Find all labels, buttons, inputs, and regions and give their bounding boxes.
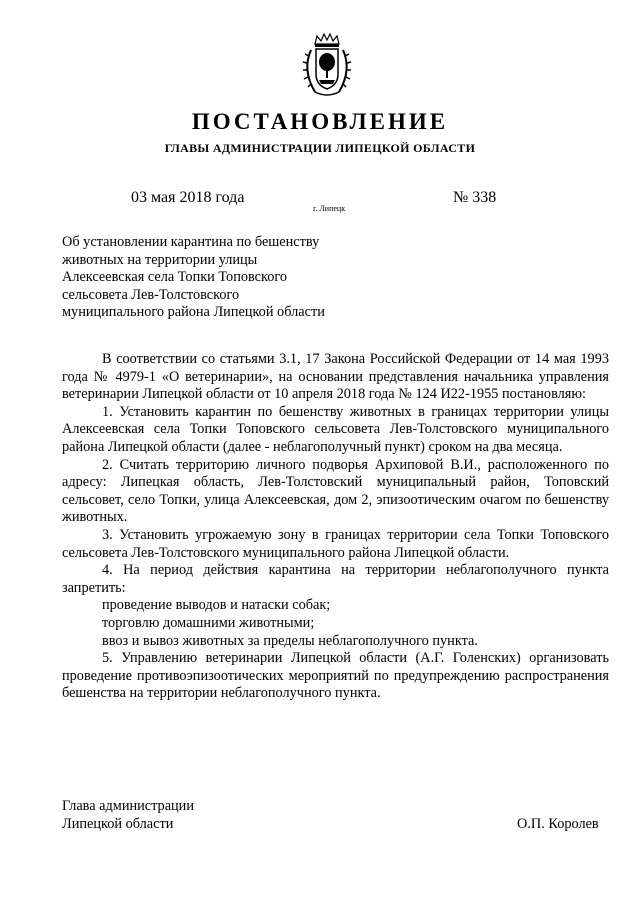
document-body xyxy=(62,351,609,703)
document-title: ПОСТАНОВЛЕНИЕ xyxy=(191,109,449,134)
document-subject xyxy=(62,234,382,322)
preamble-paragraph: В соответствии со статьями 3.1, 17 Закона Российской Федерации от 14 мая 1993 года № 4979-1 «О ветеринарии», на основании представления начальника управления ветеринарии Липецкой области от 10 апреля 2018 года № 124 И22-1955 постановляю: xyxy=(62,351,609,403)
signature-position-line: Липецкой области xyxy=(62,815,174,832)
lipetsk-coat-of-arms-icon xyxy=(297,30,357,100)
document-subtitle: ГЛАВЫ АДМИНИСТРАЦИИ ЛИПЕЦКОЙ ОБЛАСТИ xyxy=(164,141,476,155)
clause-1: 1. Установить карантин по бешенству животных в границах территории улицы Алексеевская села Топки Топовского сельсовета Лев-Толстовского муниципального района Липецкой области (далее - неблагополучный пункт) сроком на два месяца. xyxy=(62,403,609,455)
subject-line: Об установлении карантина по бешенству xyxy=(62,234,320,250)
document-city: г. Липецк xyxy=(313,204,346,213)
subject-line: Алексеевская села Топки Топовского xyxy=(62,269,288,285)
prohibition-item: ввоз и вывоз животных за пределы неблагополучного пункта. xyxy=(102,632,478,649)
clause-3: 3. Установить угрожаемую зону в границах территории села Топки Топовского сельсовета Лев-Толстовского муниципального района Липецкой области. xyxy=(62,526,609,561)
clause-2: 2. Считать территорию личного подворья Архиповой В.И., расположенного по адресу: Липецкая область, Лев-Толстовский муниципальный район, Топовский сельсовет, село Топки, улица Алексеевская, дом 2, эпизоотическим очагом по бешенству животных. xyxy=(62,456,609,526)
document-number: № 338 xyxy=(453,189,497,206)
signature-position-line: Глава администрации xyxy=(62,798,194,814)
signature-position xyxy=(62,798,194,833)
subject-line: муниципального района Липецкой области xyxy=(62,304,325,320)
clause-5: 5. Управлению ветеринарии Липецкой области (А.Г. Голенских) организовать проведение противоэпизоотических мероприятий по предупреждению распространения бешенства на территории неблагополучного пункта. xyxy=(62,650,609,702)
signer-name: О.П. Королев xyxy=(517,816,599,832)
clause-4: 4. На период действия карантина на территории неблагополучного пункта запретить: xyxy=(62,562,609,596)
prohibition-item: торговлю домашними животными; xyxy=(102,614,315,631)
prohibition-item: проведение выводов и натаски собак; xyxy=(102,597,331,614)
subject-line: сельсовета Лев-Толстовского xyxy=(62,286,240,303)
subject-line: животных на территории улицы xyxy=(62,251,258,268)
document-date: 03 мая 2018 года xyxy=(131,189,245,206)
